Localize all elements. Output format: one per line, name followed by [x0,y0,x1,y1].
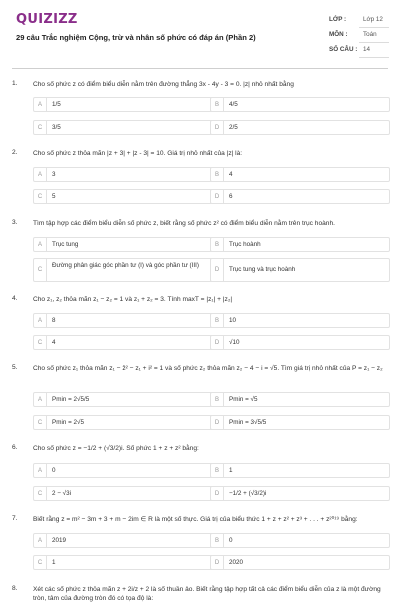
option-text: Đường phân giác góc phần tư (I) và góc phần tư (III) [52,262,199,269]
option-c[interactable] [33,335,213,350]
meta-subject-label: MÔN : [329,31,348,38]
option-d[interactable] [210,335,390,350]
question-number: 3. [12,219,18,226]
option-text: 6 [229,193,233,200]
question-text: Cho số phức z₁ thỏa mãn z₁ − z̄² − z₁ + i² = 1 và số phức z₂ thỏa mãn z₂ − 4 − i = √5. Tìm giá trị nhỏ nhất của P = z₁ − z₂ [33,365,383,372]
header-divider [12,68,388,69]
option-letter: D [211,487,224,500]
option-b[interactable] [210,392,390,407]
option-c[interactable] [33,120,213,135]
option-letter: D [211,416,224,429]
option-letter: C [34,190,47,203]
meta-subject-value: Toán [363,31,377,38]
option-d[interactable] [210,555,390,570]
option-text: 3/5 [52,124,61,131]
question-text: Tìm tập hợp các điểm biểu diễn số phức z, biết rằng số phức z² có điểm biểu diễn nằm trên trục hoành. [33,220,335,227]
option-letter: B [211,314,224,327]
option-letter: C [34,121,47,134]
option-text: Trục tung [52,241,79,248]
meta-subject-row [329,29,389,44]
question-number: 7. [12,515,18,522]
question-text: Cho số phức z = −1/2 + (√3/2)i. Số phức 1 + z + z² bằng: [33,445,199,452]
option-letter: D [211,190,224,203]
option-a[interactable] [33,97,213,112]
option-c[interactable] [33,189,213,204]
option-a[interactable] [33,463,213,478]
option-text: 0 [52,467,56,474]
meta-underline [359,27,389,28]
option-a[interactable] [33,237,213,252]
option-d[interactable] [210,258,390,282]
option-letter: C [34,556,47,569]
option-letter: B [211,238,224,251]
option-letter: A [34,168,47,181]
question-number: 6. [12,444,18,451]
option-letter: A [34,238,47,251]
meta-underline [359,57,389,58]
option-letter: A [34,98,47,111]
option-text: 8 [52,317,56,324]
option-text: 0 [229,537,233,544]
question-number: 4. [12,295,18,302]
option-letter: D [211,336,224,349]
option-letter: B [211,393,224,406]
option-letter: A [34,534,47,547]
option-c[interactable] [33,415,213,430]
question-text: Biết rằng z = m² − 3m + 3 + m − 2im ∈ R là một số thực. Giá trị của biểu thức 1 + z + z² + z³ + . . . + z²⁰¹⁹ bằng: [33,516,358,523]
option-text: 10 [229,317,237,324]
question-text: Xét các số phức z thỏa mãn z + 2i/z + 2 là số thuần ảo. Biết rằng tập hợp tất cả các điểm biểu diễn của z là một đường tròn, tâm của đường tròn đó có tọa độ là: [33,586,381,602]
option-d[interactable] [210,189,390,204]
option-text: 2019 [52,537,67,544]
option-c[interactable] [33,258,213,282]
option-a[interactable] [33,533,213,548]
option-b[interactable] [210,97,390,112]
option-letter: C [34,259,47,281]
option-letter: D [211,121,224,134]
option-letter: B [211,464,224,477]
option-letter: C [34,487,47,500]
meta-count-label: SỐ CÂU : [329,46,358,53]
option-text: 1 [229,467,233,474]
option-c[interactable] [33,486,213,501]
option-a[interactable] [33,167,213,182]
option-d[interactable] [210,120,390,135]
option-letter: B [211,98,224,111]
meta-class-label: LỚP : [329,16,347,23]
question-text: Cho số phức z có điểm biểu diễn nằm trên đường thẳng 3x - 4y - 3 = 0. |z| nhỏ nhất bằng [33,81,294,88]
option-text: 4 [229,171,233,178]
option-text: √10 [229,339,240,346]
meta-underline [359,42,389,43]
option-text: 1/5 [52,101,61,108]
document-title: 29 câu Trắc nghiệm Cộng, trừ và nhân số phức có đáp án (Phần 2) [16,33,256,42]
meta-count-row [329,44,389,59]
option-letter: B [211,168,224,181]
option-a[interactable] [33,392,213,407]
option-letter: D [211,259,224,281]
option-text: −1/2 + (√3/2)i [229,490,267,497]
option-text: 4 [52,339,56,346]
option-a[interactable] [33,313,213,328]
option-b[interactable] [210,533,390,548]
meta-count-value: 14 [363,46,371,53]
quizizz-logo: QUIZIZZ [16,12,78,27]
option-letter: C [34,336,47,349]
option-text: Pmin = 2√5 [52,419,84,426]
document-meta [329,14,389,59]
option-text: Pmin = √5 [229,396,258,403]
option-b[interactable] [210,313,390,328]
option-letter: A [34,393,47,406]
option-text: 1 [52,559,56,566]
option-text: 3 [52,171,56,178]
option-c[interactable] [33,555,213,570]
option-letter: A [34,464,47,477]
option-d[interactable] [210,415,390,430]
option-text: 4/5 [229,101,238,108]
option-text: 5 [52,193,56,200]
option-text: 2020 [229,559,244,566]
option-text: 2 − √3i [52,490,72,497]
option-text: Trục tung và trục hoành [229,266,296,273]
option-b[interactable] [210,237,390,252]
question-number: 2. [12,149,18,156]
meta-class-value: Lớp 12 [363,16,383,23]
option-letter: D [211,556,224,569]
option-b[interactable] [210,167,390,182]
option-text: Trục hoành [229,241,261,248]
meta-class-row [329,14,389,29]
option-text: Pmin = 3√5/5 [229,419,267,426]
document-header [0,0,400,60]
question-text: Cho z₁, z₂ thỏa mãn z₁ − z₂ = 1 và z₁ + z₂ = 3. Tính maxT = |z₁| + |z₂| [33,296,233,303]
option-text: 2/5 [229,124,238,131]
question-text: Cho số phức z thỏa mãn |z + 3| + |z - 3| = 10. Giá trị nhỏ nhất của |z| là: [33,150,243,157]
option-d[interactable] [210,486,390,501]
option-text: Pmin = 2√5/5 [52,396,90,403]
option-letter: C [34,416,47,429]
option-letter: B [211,534,224,547]
option-letter: A [34,314,47,327]
option-b[interactable] [210,463,390,478]
question-number: 1. [12,80,18,87]
question-number: 5. [12,364,18,371]
question-number: 8. [12,585,18,592]
